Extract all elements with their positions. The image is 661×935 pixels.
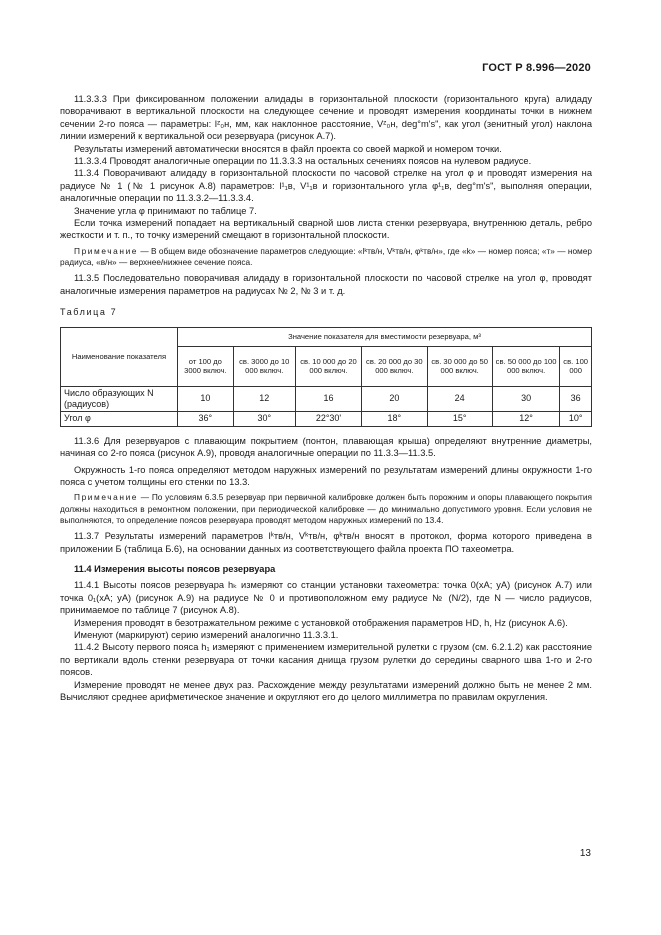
paragraph-weld-seam: Если точка измерений попадает на вертикальный сварной шов листа стенки резервуара, внутреннюю деталь, ребро жесткости и т. п., то точку измерений смещают в горизонтальной плоскости. bbox=[60, 218, 592, 241]
table-col-header: св. 20 000 до 30 000 включ. bbox=[362, 346, 427, 386]
table-col-header: от 100 до 3000 включ. bbox=[178, 346, 234, 386]
paragraph-reflectorless: Измерения проводят в безотражательном режиме с установкой отображения параметров HD, h, Hz (рисунок А.6). bbox=[74, 617, 568, 628]
table-row-label: Угол φ bbox=[61, 411, 178, 426]
paragraph-11-3-3-3: 11.3.3.3 При фиксированном положении алидады в горизонтальной плоскости (горизонтального круга) алидаду поворачивают в вертикальной плоскости на следующее сечение и проводят измерения координаты точки в нижнем сечении 2-го пояса — параметры: lᶻ₀н, мм, как наклонное расстояние, Vᶻ₀н, deg°m's", как угол (зенитный угол) наклона линии измерений к вертикальной оси резервуара (рисунок А.7). bbox=[60, 94, 592, 142]
note-2 bbox=[60, 492, 592, 526]
paragraph-11-3-3-4: 11.3.3.4 Проводят аналогичные операции по 11.3.3.3 на остальных сечениях поясов на нулевом радиусе. bbox=[74, 156, 532, 167]
table-cell: 16 bbox=[295, 386, 361, 411]
table-cell: 30 bbox=[492, 386, 559, 411]
page-number: 13 bbox=[579, 848, 591, 859]
table-cell: 10 bbox=[178, 386, 234, 411]
paragraph-first-belt: Окружность 1-го пояса определяют методом наружных измерений по результатам измерений длины окружности 1-го пояса с учетом толщины его стенки по 13.3. bbox=[60, 464, 592, 487]
paragraph-11-3-5: 11.3.5 Последовательно поворачивая алидаду в горизонтальной плоскости по часовой стрелке на угол φ, проводят аналогичные измерения параметров на радиусах № 2, № 3 и т. д. bbox=[60, 273, 592, 296]
table-cell: 20 bbox=[362, 386, 427, 411]
table-cell: 36° bbox=[178, 411, 234, 426]
table-7-caption: Таблица 7 bbox=[60, 307, 118, 318]
paragraph-naming: Именуют (маркируют) серию измерений аналогично 11.3.3.1. bbox=[74, 630, 339, 641]
paragraph-11-3-6: 11.3.6 Для резервуаров с плавающим покрытием (понтон, плавающая крыша) определяют внутренние диаметры, начиная со 2-го пояса (рисунок А.9), проводя аналогичные операции по 11.3.3—11.3.5. bbox=[60, 435, 592, 459]
table-cell: 22°30' bbox=[295, 411, 361, 426]
table-col-header: св. 30 000 до 50 000 включ. bbox=[427, 346, 492, 386]
table-col-header: св. 10 000 до 20 000 включ. bbox=[295, 346, 361, 386]
table-col-header: св. 3000 до 10 000 включ. bbox=[233, 346, 295, 386]
note-1-text: — В общем виде обозначение параметров следующие: «lᵏтв/н, Vᵏтв/н, φᵏтв/н», где «k» — номер пояса; «т» — номер радиуса, «в/н» — верхнее/нижнее сечение пояса. bbox=[60, 245, 592, 268]
table-cell: 24 bbox=[427, 386, 492, 411]
table-cell: 36 bbox=[560, 386, 592, 411]
paragraph-11-4-2: 11.4.2 Высоту первого пояса h₁ измеряют с применением измерительной рулетки с грузом (см. 6.2.1.2) как расстояние по вертикали вдоль стенки резервуара от точки касания днища грузом рулетки до середины сварного шва 1-го и 2-го поясов. bbox=[60, 642, 592, 678]
paragraph-11-4-1: 11.4.1 Высоты поясов резервуара hₖ измеряют со станции установки тахеометра: точка 0(xA; yA) (рисунок А.7) или точка 0₁(xA; yA) (рисунок А.9) на радиусе № 0 и противоположном ему радиусе № (N/2), где N — число радиусов, принимаемое по таблице 7 (рисунок А.8). bbox=[60, 580, 592, 616]
document-code: ГОСТ Р 8.996—2020 bbox=[482, 62, 591, 74]
paragraph-repeat-measurements: Измерение проводят не менее двух раз. Расхождение между результатами измерений должно быть не менее 2 мм. Вычисляют среднее арифметическое значение и округляют его до целого миллиметра по правилам округления. bbox=[60, 679, 592, 703]
section-title-11-4: 11.4 Измерения высоты поясов резервуара bbox=[74, 564, 276, 575]
table-cell: 12 bbox=[233, 386, 295, 411]
table-row-label: Число образующих N (радиусов) bbox=[61, 386, 178, 411]
paragraph-results: Результаты измерений автоматически вносятся в файл проекта со своей маркой и номером точки. bbox=[74, 143, 502, 154]
table-cell: 18° bbox=[362, 411, 427, 426]
note-1-label: Примечание bbox=[74, 245, 139, 256]
page-content bbox=[60, 93, 592, 703]
note-1 bbox=[60, 246, 592, 269]
table-group-header: Значение показателя для вместимости резервуара, м³ bbox=[178, 327, 592, 346]
table-cell: 12° bbox=[492, 411, 559, 426]
paragraph-11-3-4: 11.3.4 Поворачивают алидаду в горизонтальной плоскости по часовой стрелке на угол φ и проводят измерения на радиусе № 1 (№ 1 рисунок А.8) параметров: l¹₁в, V¹₁в и горизонтального угла φ¹₁в, deg°m's", выполняя операции, аналогичные операции по 11.3.3.2—11.3.3.4. bbox=[60, 168, 592, 204]
table-cell: 10° bbox=[560, 411, 592, 426]
table-col-header: св. 50 000 до 100 000 включ. bbox=[492, 346, 559, 386]
table-cell: 30° bbox=[233, 411, 295, 426]
table-7 bbox=[60, 327, 592, 427]
table-cell: 15° bbox=[427, 411, 492, 426]
note-2-label: Примечание bbox=[74, 492, 139, 503]
table-col-header: св. 100 000 bbox=[560, 346, 592, 386]
paragraph-angle-value: Значение угла φ принимают по таблице 7. bbox=[74, 205, 257, 216]
paragraph-11-3-7: 11.3.7 Результаты измерений параметров lᵏтв/н, Vᵏтв/н, φᵏтв/н вносят в протокол, форма которого приведена в приложении Б (таблица Б.6), на основании данных из соответствующего файла проекта ПО тахеометра. bbox=[60, 531, 592, 554]
table-row-header: Наименование показателя bbox=[61, 327, 178, 386]
note-2-text: — По условиям 6.3.5 резервуар при первичной калибровке должен быть порожним и опоры плавающего покрытия должны находиться в ремонтном положении, при периодической калибровке — до минимально допустимого уровня. Если условия не выполняются, то определение поясов резервуара проводят методом наружных измерений по 13.4. bbox=[60, 492, 592, 525]
